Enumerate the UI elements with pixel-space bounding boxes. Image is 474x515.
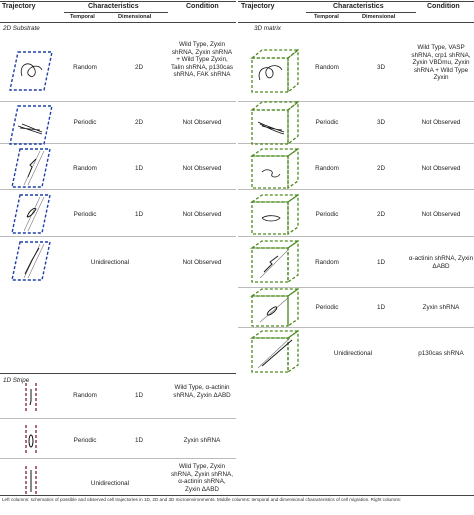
left-row-7-dimensional: 1D: [134, 437, 144, 444]
left-row-3-dimensional: 1D: [134, 165, 144, 172]
right-header-rule: [238, 22, 474, 23]
right-top-rule: [238, 1, 474, 2]
schematic-stripe-periodic-icon: [22, 425, 42, 455]
left-row-8-temporal: Unidirectional: [90, 480, 130, 487]
right-header-trajectory: Trajectory: [241, 3, 275, 10]
left-row-4-temporal: Periodic: [73, 211, 97, 218]
schematic-stripe-random-icon: [22, 383, 42, 413]
schematic-unidirectional-in-3d-icon: [250, 330, 300, 374]
schematic-2d-random-icon: [8, 50, 54, 92]
left-row-3-temporal: Random: [73, 165, 97, 172]
right-char-rule: [306, 12, 416, 13]
left-row-3-condition: Not Observed: [182, 165, 222, 172]
left-row-6-dimensional: 1D: [134, 392, 144, 399]
figure-caption: Left columns: schematics of possible and observed cell trajectories in 1D, 2D and 3D microenvironments. Middle columns: temporal and dimensional characteristics of cell migration. Right columns:: [2, 497, 402, 502]
right-row-2-condition: Not Observed: [421, 119, 461, 126]
footer-rule: [0, 495, 474, 496]
schematic-1d-random-on-2d-icon: [10, 147, 52, 189]
right-row-2-temporal: Periodic: [315, 119, 339, 126]
right-row-5-dimensional: 1D: [376, 259, 386, 266]
left-row-1-rule: [0, 101, 236, 102]
left-row-1-condition: Wild Type, Zyxin shRNA, Zyxin shRNA + Wild Type Zyxin, Talin shRNA, p130cas shRNA, FAK shRNA: [171, 41, 233, 79]
left-row-5-temporal: Unidirectional: [90, 259, 130, 266]
left-row-6-rule: [0, 418, 236, 419]
left-header-dimensional: Dimensional: [118, 14, 152, 20]
right-row-2-dimensional: 3D: [376, 119, 386, 126]
right-row-3-temporal: Random: [315, 165, 339, 172]
right-header-dimensional: Dimensional: [362, 14, 396, 20]
left-row-5-condition: Not Observed: [182, 259, 222, 266]
left-row-6-temporal: Random: [73, 392, 97, 399]
right-row-1-temporal: Random: [315, 64, 339, 71]
left-row-8-condition: Wild Type, Zyxin shRNA, Zyxin shRNA, α-actinin shRNA, Zyxin ΔABD: [171, 463, 233, 493]
schematic-2d-periodic-icon: [8, 104, 54, 146]
left-header-rule: [0, 22, 236, 23]
right-row-4-temporal: Periodic: [315, 211, 339, 218]
left-row-7-condition: Zyxin shRNA: [183, 437, 221, 444]
left-top-rule: [0, 1, 236, 2]
right-row-3-condition: Not Observed: [421, 165, 461, 172]
left-header-condition: Condition: [186, 3, 219, 10]
left-row-2-temporal: Periodic: [73, 119, 97, 126]
right-row-1-dimensional: 3D: [376, 64, 386, 71]
right-row-7-condition: p130cas shRNA: [418, 350, 464, 357]
right-row-7-temporal: Unidirectional: [333, 350, 373, 357]
right-row-6-condition: Zyxin shRNA: [422, 304, 460, 311]
schematic-stripe-unidirectional-icon: [22, 466, 42, 496]
right-row-5-condition: α-actinin shRNA, Zyxin ΔABD: [408, 255, 474, 270]
left-section-rule: [0, 373, 236, 374]
schematic-1d-periodic-in-3d-icon: [250, 288, 300, 328]
right-row-1-condition: Wild Type, VASP shRNA, crp1 shRNA, Zyxin VBDmu, Zyxin shRNA + Wild Type Zyxin: [411, 44, 471, 82]
right-row-3-dimensional: 2D: [376, 165, 386, 172]
left-row-4-condition: Not Observed: [182, 211, 222, 218]
right-row-5-temporal: Random: [315, 259, 339, 266]
section-2d-substrate: 2D Substrate: [3, 25, 40, 32]
left-row-4-dimensional: 1D: [134, 211, 144, 218]
schematic-3d-periodic-icon: [250, 100, 300, 146]
right-row-4-rule: [238, 236, 474, 237]
left-header-temporal: Temporal: [70, 14, 95, 20]
left-row-4-rule: [0, 236, 236, 237]
left-header-trajectory: Trajectory: [2, 3, 36, 10]
left-char-rule: [64, 12, 168, 13]
right-header-characteristics: Characteristics: [333, 3, 384, 10]
left-row-7-temporal: Periodic: [73, 437, 97, 444]
left-row-1-temporal: Random: [73, 64, 97, 71]
schematic-1d-random-in-3d-icon: [250, 240, 300, 284]
right-header-condition: Condition: [427, 3, 460, 10]
right-row-6-dimensional: 1D: [376, 304, 386, 311]
schematic-2d-periodic-in-3d-icon: [250, 194, 300, 236]
right-row-4-dimensional: 2D: [376, 211, 386, 218]
right-header-temporal: Temporal: [314, 14, 339, 20]
schematic-1d-periodic-on-2d-icon: [10, 193, 52, 235]
left-row-2-condition: Not Observed: [182, 119, 222, 126]
left-row-3-rule: [0, 189, 236, 190]
left-header-characteristics: Characteristics: [88, 3, 139, 10]
right-row-6-temporal: Periodic: [315, 304, 339, 311]
section-3d-matrix: 3D matrix: [254, 25, 281, 32]
left-row-2-dimensional: 2D: [134, 119, 144, 126]
left-row-6-condition: Wild Type, α-actinin shRNA, Zyxin ΔABD: [173, 384, 231, 399]
left-row-7-rule: [0, 458, 236, 459]
schematic-3d-random-icon: [250, 48, 300, 94]
left-row-1-dimensional: 2D: [134, 64, 144, 71]
right-row-4-condition: Not Observed: [421, 211, 461, 218]
schematic-unidirectional-on-2d-icon: [10, 240, 52, 282]
schematic-2d-random-in-3d-icon: [250, 148, 300, 190]
section-1d-stripe: 1D Stripe: [3, 377, 30, 384]
